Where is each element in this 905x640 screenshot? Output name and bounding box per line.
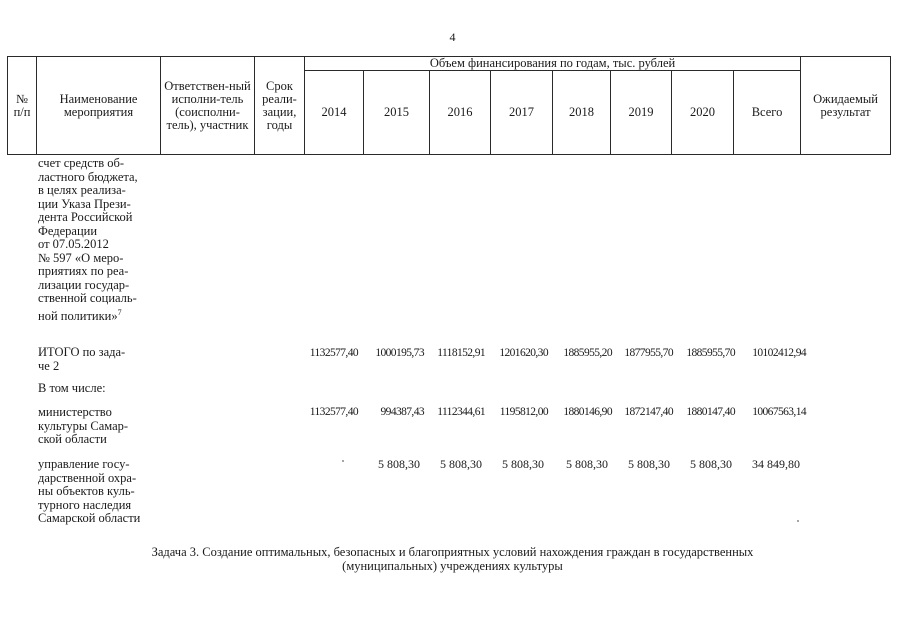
page-number: 4 <box>449 30 456 44</box>
total-value: 1132577,40 <box>309 347 358 359</box>
ministry-value: 1195812,00 <box>499 406 548 418</box>
total-value: 10102412,94 <box>752 347 806 359</box>
total-value: 1885955,20 <box>563 347 612 359</box>
header-year: 2014 <box>305 71 364 155</box>
department-value: 5 808,30 <box>502 457 544 471</box>
header-responsible: Ответствен-ный исполни-тель (соисполни-тель), участник <box>161 57 255 155</box>
total-label: ИТОГО по зада- че 2 <box>38 345 126 373</box>
footnote-mark: 7 <box>117 307 122 317</box>
ministry-value: 1112344,61 <box>437 406 485 418</box>
table-header <box>7 56 891 155</box>
header-name: Наименование мероприятия <box>37 57 161 155</box>
ministry-value: 1880147,40 <box>686 406 735 418</box>
total-value: 1118152,91 <box>437 347 485 359</box>
header-year: 2020 <box>672 71 734 155</box>
header-financing: Объем финансирования по годам, тыс. рублей <box>305 57 801 71</box>
header-result: Ожидаемый результат <box>801 57 891 155</box>
total-value: 1201620,30 <box>499 347 548 359</box>
ministry-value: 1872147,40 <box>624 406 673 418</box>
scan-speck <box>797 520 799 522</box>
header-year: 2015 <box>364 71 430 155</box>
scan-speck <box>342 460 344 462</box>
header-term: Срок реали-зации, годы <box>255 57 305 155</box>
ministry-value: 994387,43 <box>380 406 424 418</box>
department-value: 5 808,30 <box>440 457 482 471</box>
department-label: управление госу- дарственной охра- ны объектов куль- турного наследия Самарской области <box>38 457 141 525</box>
task3-heading: Задача 3. Создание оптимальных, безопасных и благоприятных условий нахождения граждан в государственных (муниципальных) учреждениях культуры <box>151 545 754 573</box>
header-year: 2019 <box>611 71 672 155</box>
department-value: 5 808,30 <box>690 457 732 471</box>
ministry-label: министерство культуры Самар- ской области <box>38 405 129 446</box>
department-value: 5 808,30 <box>628 457 670 471</box>
header-year: 2017 <box>491 71 553 155</box>
ministry-value: 1132577,40 <box>309 406 358 418</box>
department-value: 34 849,80 <box>752 457 800 471</box>
department-value: 5 808,30 <box>566 457 608 471</box>
continued-description: счет средств об- ластного бюджета, в целях реализа- ции Указа Прези- дента Российской Федерации от 07.05.2012 № 597 «О меро- приятиях по реа- лизации государ- ственной социаль- ной политики»$^7$ <box>38 156 138 323</box>
total-value: 1877955,70 <box>624 347 673 359</box>
department-value: 5 808,30 <box>378 457 420 471</box>
total-value: 1885955,70 <box>686 347 735 359</box>
ministry-value: 10067563,14 <box>752 406 806 418</box>
including-label: В том числе: <box>38 381 106 395</box>
header-year: 2016 <box>430 71 491 155</box>
ministry-value: 1880146,90 <box>563 406 612 418</box>
header-num: № п/п <box>8 57 37 155</box>
header-year-total: Всего <box>734 71 801 155</box>
header-year: 2018 <box>553 71 611 155</box>
total-value: 1000195,73 <box>375 347 424 359</box>
